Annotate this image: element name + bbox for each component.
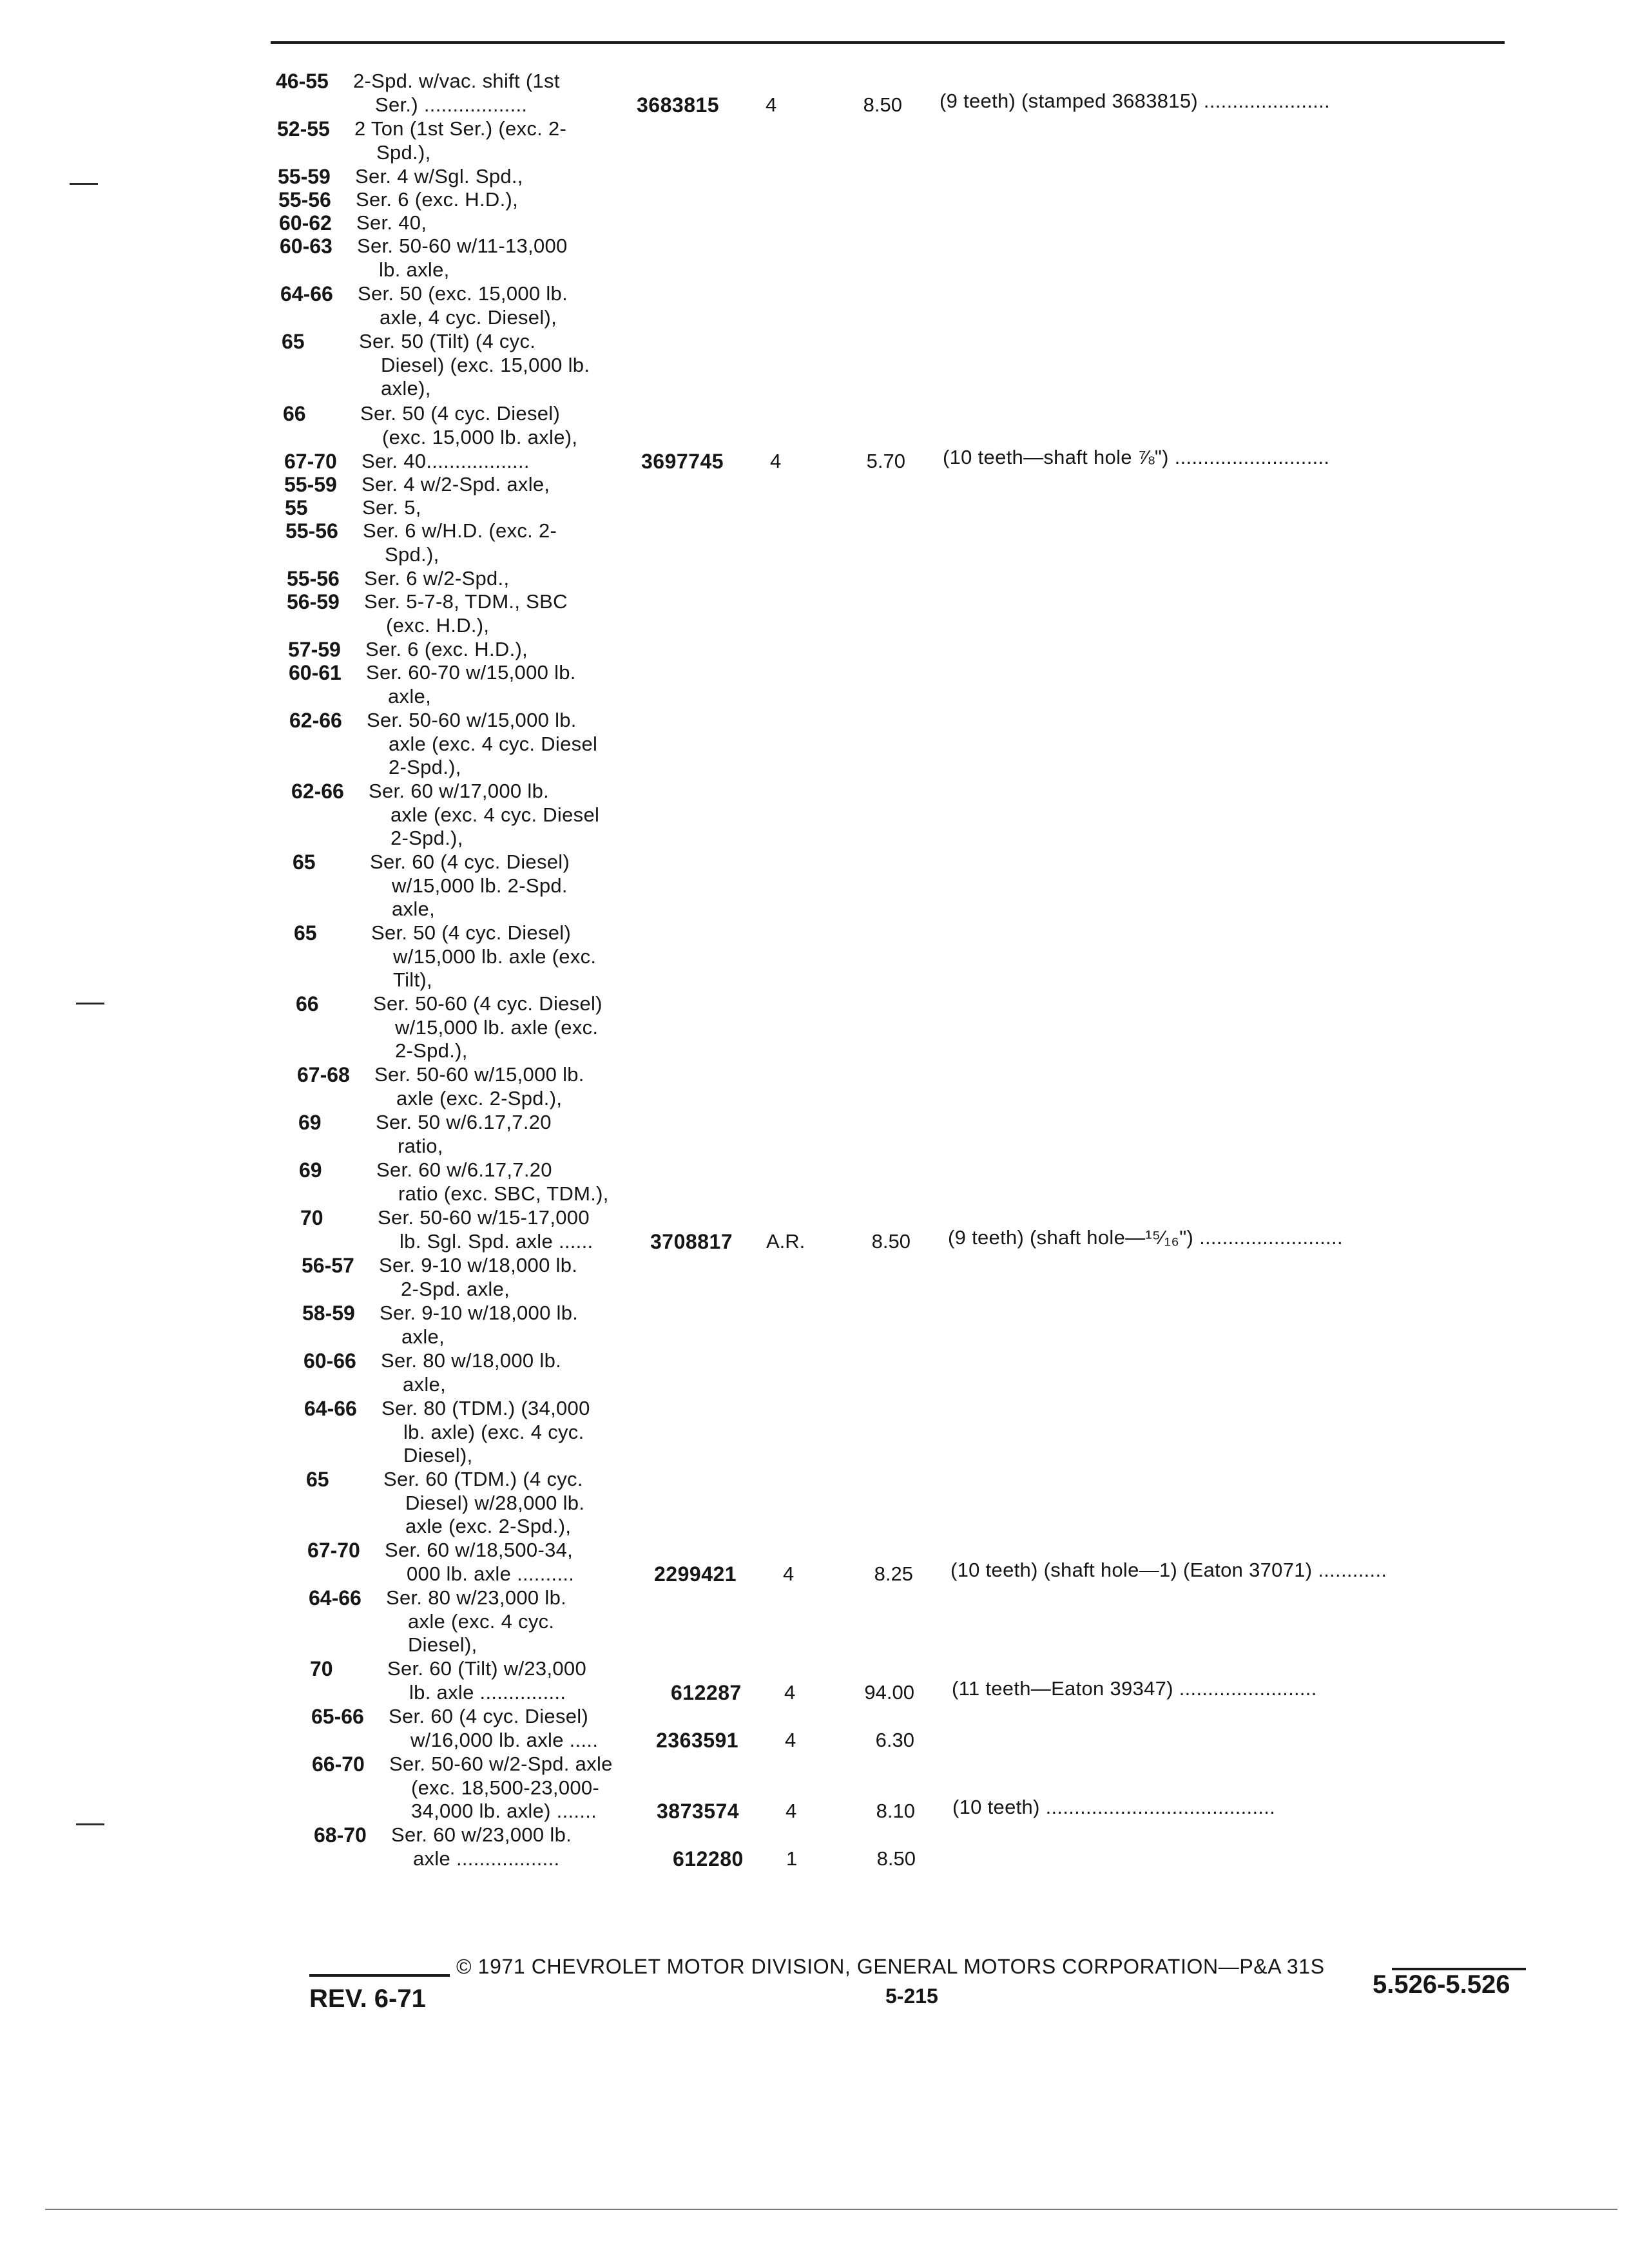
- row-application-line: Ser. 50-60 w/2-Spd. axle: [389, 1753, 613, 1775]
- row-application-line: Ser. 9-10 w/18,000 lb.: [380, 1302, 579, 1324]
- row-application-line: 2-Spd. axle,: [401, 1277, 510, 1300]
- row-application-line: Spd.),: [376, 140, 431, 164]
- row-note: (10 teeth) (shaft hole—1) (Eaton 37071) ............: [950, 1558, 1387, 1581]
- row-application-line: lb. axle) (exc. 4 cyc.: [403, 1420, 584, 1443]
- row-price: 8.50: [876, 1847, 916, 1870]
- row-year: 68-70: [314, 1823, 367, 1847]
- row-application-line: Diesel) w/28,000 lb.: [405, 1491, 585, 1514]
- row-application-line: Ser. 4 w/Sgl. Spd.,: [355, 165, 523, 187]
- row-application-line: 34,000 lb. axle) .......: [411, 1800, 597, 1822]
- row-note: (9 teeth) (stamped 3683815) ......................: [940, 89, 1330, 112]
- row-price: 8.50: [871, 1229, 911, 1253]
- row-application-line: Ser. 50 (exc. 15,000 lb.: [358, 282, 568, 305]
- row-part-number: 3683815: [637, 93, 720, 117]
- row-application-line: Spd.),: [385, 543, 439, 566]
- row-price: 8.10: [876, 1800, 915, 1822]
- row-note: (11 teeth—Eaton 39347) ........................: [952, 1677, 1317, 1700]
- row-quantity: 1: [786, 1847, 798, 1870]
- row-application-line: Diesel),: [403, 1444, 473, 1466]
- row-application-line: Ser. 5,: [362, 496, 421, 519]
- row-year: 60-61: [289, 661, 342, 684]
- row-application-line: axle,: [401, 1325, 445, 1348]
- row-note: (10 teeth) ........................................: [952, 1796, 1276, 1818]
- row-application-line: axle, 4 cyc. Diesel),: [380, 305, 557, 329]
- row-application-line: lb. axle ...............: [409, 1680, 566, 1704]
- row-application-line: 2-Spd.),: [389, 756, 461, 778]
- row-application-line: axle (exc. 4 cyc. Diesel: [390, 803, 600, 826]
- row-note: (9 teeth) (shaft hole—¹⁵⁄₁₆") .........................: [948, 1225, 1343, 1249]
- footer-rule-left: [309, 1974, 450, 1977]
- row-application-line: axle,: [388, 684, 431, 707]
- row-quantity: 4: [785, 1728, 796, 1751]
- row-quantity: 4: [766, 93, 777, 116]
- row-application-line: Ser. 60 w/23,000 lb.: [391, 1823, 572, 1846]
- row-application-line: (exc. 18,500-23,000-: [411, 1776, 600, 1799]
- row-application-line: Ser. 60 w/6.17,7.20: [376, 1158, 552, 1181]
- row-application-line: Ser. 60 w/17,000 lb.: [369, 780, 550, 802]
- row-year: 60-63: [280, 235, 333, 258]
- row-quantity: 4: [786, 1800, 797, 1822]
- row-year: 66: [283, 402, 306, 425]
- row-year: 55-56: [278, 188, 331, 211]
- row-application-line: Diesel) (exc. 15,000 lb.: [381, 353, 590, 376]
- row-year: 60-62: [279, 211, 332, 235]
- row-year: 52-55: [277, 117, 330, 140]
- row-year: 65: [282, 330, 305, 353]
- row-year: 46-55: [276, 70, 329, 93]
- margin-mark: [70, 183, 98, 185]
- row-application-line: Ser. 50-60 w/15,000 lb.: [367, 709, 577, 731]
- row-year: 67-70: [307, 1539, 360, 1562]
- row-part-number: 2363591: [656, 1728, 739, 1752]
- row-part-number: 2299421: [654, 1562, 737, 1586]
- row-application-line: Ser. 40..................: [361, 450, 530, 472]
- row-application-line: axle (exc. 4 cyc.: [408, 1610, 555, 1633]
- row-price: 6.30: [875, 1728, 914, 1751]
- row-application-line: Ser. 60 (Tilt) w/23,000: [387, 1657, 586, 1680]
- row-application-line: Ser. 80 w/18,000 lb.: [381, 1349, 562, 1372]
- row-year: 62-66: [291, 780, 344, 803]
- row-year: 56-59: [287, 590, 340, 613]
- row-quantity: 4: [784, 1680, 796, 1704]
- row-part-number: 3873574: [657, 1800, 740, 1823]
- row-application-line: w/15,000 lb. axle (exc.: [395, 1015, 599, 1039]
- row-application-line: Tilt),: [393, 968, 432, 991]
- row-application-line: Ser. 60 w/18,500-34,: [385, 1539, 574, 1561]
- row-application-line: w/15,000 lb. 2-Spd.: [392, 874, 568, 897]
- row-part-number: 612280: [673, 1847, 744, 1870]
- row-year: 58-59: [302, 1302, 355, 1325]
- row-application-line: Ser. 60 (TDM.) (4 cyc.: [383, 1468, 583, 1490]
- row-year: 56-57: [302, 1254, 354, 1277]
- footer-page-number: 5-215: [885, 1984, 938, 2008]
- row-application-line: axle),: [381, 377, 431, 399]
- row-application-line: Ser. 50-60 w/11-13,000: [357, 235, 568, 257]
- margin-mark: [76, 1003, 104, 1004]
- footer-section-number: 5.526-5.526: [1373, 1970, 1510, 1999]
- footer-revision: REV. 6-71: [309, 1984, 426, 2013]
- row-quantity: 4: [770, 450, 782, 472]
- row-application-line: w/16,000 lb. axle .....: [410, 1728, 599, 1751]
- row-application-line: (exc. 15,000 lb. axle),: [382, 425, 578, 448]
- row-application-line: Ser. 4 w/2-Spd. axle,: [361, 473, 550, 495]
- top-rule: [271, 41, 1505, 44]
- row-year: 55: [285, 496, 308, 519]
- row-year: 65: [306, 1468, 329, 1491]
- row-application-line: ratio,: [398, 1134, 443, 1157]
- row-year: 55-59: [284, 473, 337, 496]
- row-application-line: ratio (exc. SBC, TDM.),: [398, 1182, 609, 1205]
- row-application-line: 2-Spd. w/vac. shift (1st: [353, 70, 560, 92]
- row-price: 94.00: [864, 1680, 914, 1704]
- row-application-line: w/15,000 lb. axle (exc.: [393, 945, 597, 968]
- row-application-line: axle,: [392, 898, 435, 920]
- row-application-line: Ser. 40,: [356, 211, 427, 234]
- row-year: 65: [293, 850, 316, 874]
- row-application-line: Ser. 9-10 w/18,000 lb.: [379, 1254, 578, 1276]
- row-year: 66: [296, 992, 319, 1015]
- row-part-number: 612287: [671, 1680, 742, 1704]
- row-part-number: 3708817: [650, 1229, 733, 1253]
- row-application-line: 2-Spd.),: [395, 1039, 468, 1062]
- row-application-line: Ser. 50 w/6.17,7.20: [376, 1111, 552, 1133]
- row-application-line: Ser. 50-60 w/15-17,000: [378, 1206, 590, 1229]
- footer-copyright: © 1971 CHEVROLET MOTOR DIVISION, GENERAL MOTORS CORPORATION—P&A 31S: [456, 1955, 1325, 1978]
- row-year: 60-66: [304, 1349, 356, 1372]
- row-application-line: axle (exc. 2-Spd.),: [396, 1086, 563, 1110]
- row-application-line: Ser.) ..................: [375, 93, 528, 116]
- row-application-line: Ser. 6 w/2-Spd.,: [364, 567, 510, 590]
- bottom-edge-rule: [45, 2209, 1617, 2210]
- row-application-line: Ser. 50 (4 cyc. Diesel): [371, 921, 572, 944]
- row-year: 64-66: [309, 1586, 361, 1610]
- row-application-line: axle,: [403, 1372, 446, 1396]
- row-part-number: 3697745: [641, 450, 724, 473]
- row-application-line: Ser. 60-70 w/15,000 lb.: [366, 661, 576, 684]
- row-quantity: A.R.: [766, 1229, 805, 1253]
- row-application-line: Ser. 6 (exc. H.D.),: [365, 638, 528, 660]
- row-application-line: Ser. 50 (Tilt) (4 cyc.: [359, 330, 536, 352]
- row-application-line: Ser. 50-60 (4 cyc. Diesel): [373, 992, 602, 1015]
- row-application-line: Ser. 6 w/H.D. (exc. 2-: [363, 519, 557, 542]
- row-year: 64-66: [280, 282, 333, 305]
- row-application-line: 2-Spd.),: [390, 827, 463, 849]
- row-year: 55-56: [287, 567, 340, 590]
- row-year: 66-70: [312, 1753, 365, 1776]
- row-price: 5.70: [866, 450, 905, 472]
- row-year: 65-66: [311, 1705, 364, 1728]
- margin-mark: [76, 1823, 104, 1825]
- row-application-line: Diesel),: [408, 1633, 477, 1656]
- row-application-line: Ser. 50 (4 cyc. Diesel): [360, 402, 561, 425]
- row-application-line: axle (exc. 4 cyc. Diesel: [389, 732, 598, 755]
- row-application-line: Ser. 6 (exc. H.D.),: [356, 188, 519, 211]
- row-application-line: 2 Ton (1st Ser.) (exc. 2-: [354, 117, 567, 140]
- row-price: 8.25: [874, 1562, 913, 1585]
- row-application-line: Ser. 60 (4 cyc. Diesel): [370, 850, 570, 873]
- row-application-line: Ser. 80 w/23,000 lb.: [386, 1586, 567, 1609]
- row-application-line: lb. Sgl. Spd. axle ......: [400, 1229, 593, 1253]
- row-application-line: axle (exc. 2-Spd.),: [405, 1515, 572, 1537]
- row-application-line: Ser. 80 (TDM.) (34,000: [381, 1397, 590, 1419]
- row-application-line: (exc. H.D.),: [386, 613, 490, 637]
- row-year: 64-66: [304, 1397, 357, 1420]
- row-year: 67-70: [284, 450, 337, 473]
- row-year: 70: [300, 1206, 323, 1229]
- row-application-line: Ser. 5-7-8, TDM., SBC: [364, 590, 568, 613]
- row-quantity: 4: [783, 1562, 795, 1585]
- row-application-line: Ser. 50-60 w/15,000 lb.: [374, 1063, 584, 1086]
- row-year: 57-59: [288, 638, 341, 661]
- row-application-line: 000 lb. axle ..........: [407, 1562, 575, 1585]
- row-application-line: lb. axle,: [379, 258, 450, 281]
- row-price: 8.50: [863, 93, 902, 116]
- row-note: (10 teeth—shaft hole ⅞") ...........................: [943, 446, 1330, 468]
- row-year: 67-68: [297, 1063, 350, 1086]
- row-year: 69: [298, 1111, 322, 1134]
- row-year: 55-56: [285, 519, 338, 543]
- row-year: 55-59: [278, 165, 331, 188]
- row-year: 70: [310, 1657, 333, 1680]
- row-application-line: axle ..................: [413, 1847, 560, 1870]
- row-application-line: Ser. 60 (4 cyc. Diesel): [389, 1705, 589, 1727]
- row-year: 62-66: [289, 709, 342, 732]
- row-year: 65: [294, 921, 317, 945]
- row-year: 69: [299, 1158, 322, 1182]
